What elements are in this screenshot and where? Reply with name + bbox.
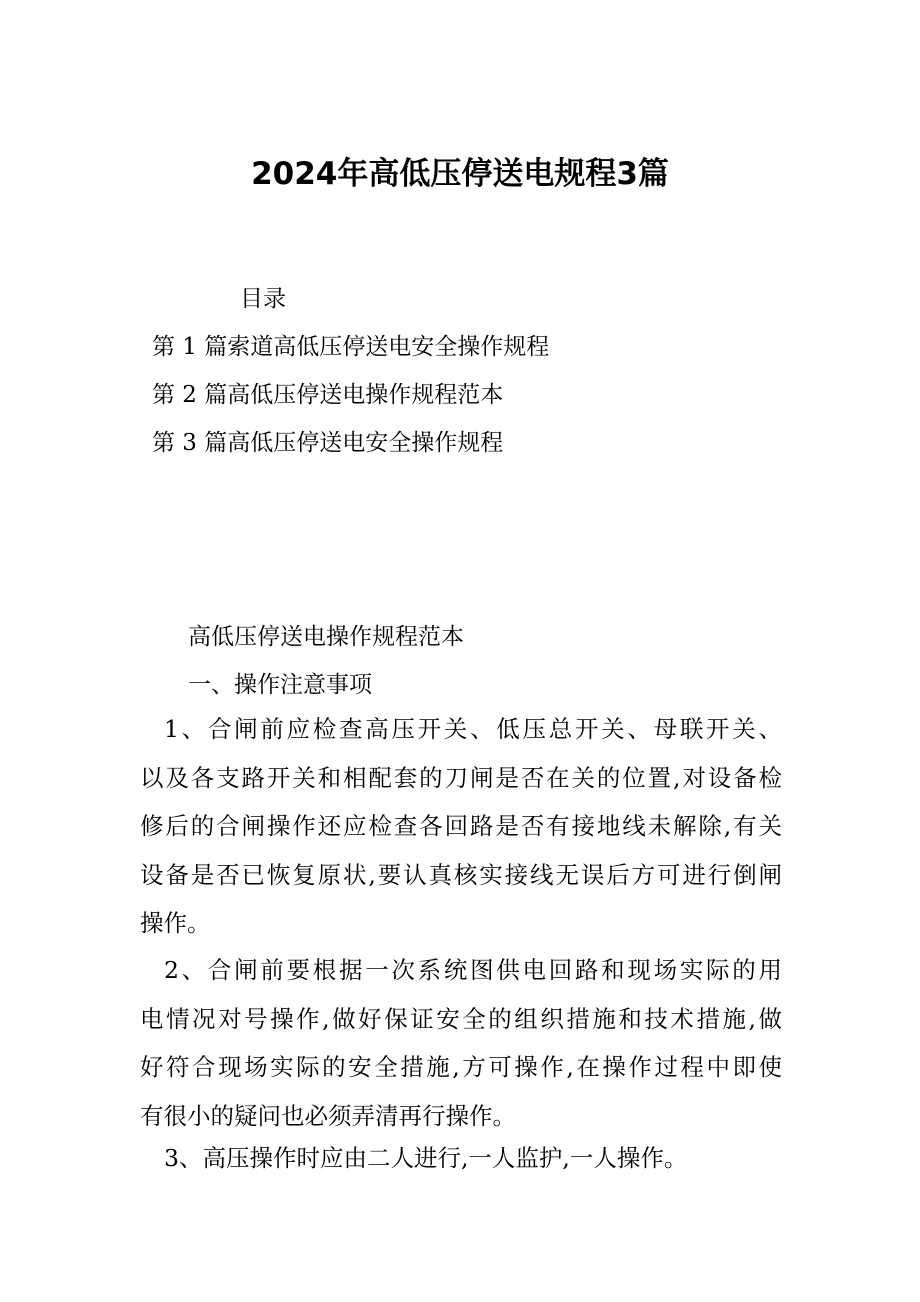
paragraph-1-line: 设备是否已恢复原状,要认真核实接线无误后方可进行倒闸 bbox=[140, 860, 782, 889]
paragraph-2-line: 有很小的疑问也必须弄清再行操作。 bbox=[140, 1101, 516, 1130]
toc-item-2[interactable]: 第 2 篇高低压停送电操作规程范本 bbox=[152, 382, 504, 408]
section-subtitle: 一、操作注意事项 bbox=[188, 672, 372, 698]
section-title: 高低压停送电操作规程范本 bbox=[188, 624, 464, 650]
toc-heading: 目录 bbox=[240, 286, 286, 312]
paragraph-2-line: 电情况对号操作,做好保证安全的组织措施和技术措施,做 bbox=[140, 1004, 782, 1033]
paragraph-1-line: 修后的合闸操作还应检查各回路是否有接地线未解除,有关 bbox=[140, 812, 782, 840]
paragraph-2-line: 2、合闸前要根据一次系统图供电回路和现场实际的用 bbox=[164, 956, 782, 984]
paragraph-3-line: 3、高压操作时应由二人进行,一人监护,一人操作。 bbox=[164, 1144, 688, 1172]
document-title: 2024年高低压停送电规程3篇 bbox=[251, 156, 669, 192]
toc-item-1[interactable]: 第 1 篇索道高低压停送电安全操作规程 bbox=[152, 334, 550, 360]
paragraph-2-line: 好符合现场实际的安全措施,方可操作,在操作过程中即使 bbox=[140, 1053, 782, 1081]
paragraph-1-line: 1、合闸前应检查高压开关、低压总开关、母联开关、 bbox=[164, 715, 782, 743]
toc-item-3[interactable]: 第 3 篇高低压停送电安全操作规程 bbox=[152, 430, 504, 456]
paragraph-1-line: 操作。 bbox=[140, 909, 211, 937]
paragraph-1-line: 以及各支路开关和相配套的刀闸是否在关的位置,对设备检 bbox=[140, 763, 782, 792]
